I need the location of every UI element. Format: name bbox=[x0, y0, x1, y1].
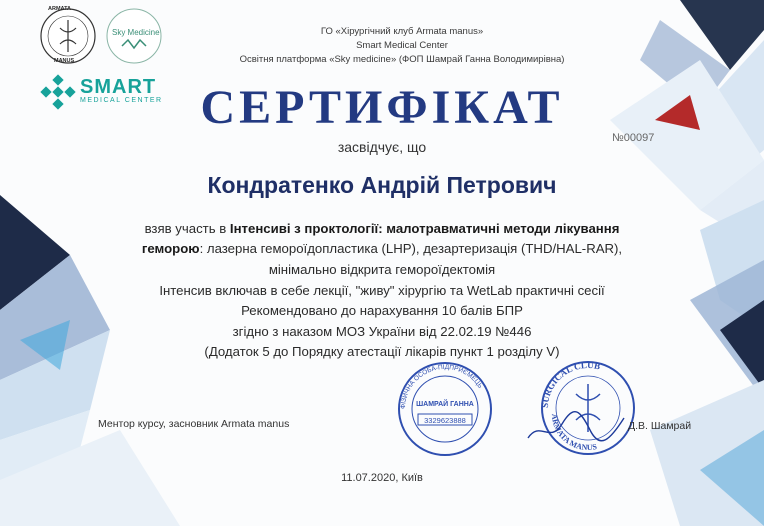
fop-stamp-center-text: ШАМРАЙ ГАННА bbox=[416, 401, 474, 408]
body-line-7: (Додаток 5 до Порядку атестації лікарів пункт 1 розділу V) bbox=[204, 344, 560, 359]
course-title-continued: геморою bbox=[141, 241, 200, 256]
body-line-2-rest: : лазерна гемороїдопластика (LHP), дезартеризація (THD/HAL-RAR), bbox=[199, 241, 623, 256]
surgical-club-stamp-top-text: SURGICAL CLUB bbox=[539, 359, 602, 409]
body-line-6: згідно з наказом МОЗ України від 22.02.19 №446 bbox=[232, 324, 532, 339]
recipient-name: Кондратенко Андрій Петрович bbox=[207, 172, 557, 198]
mentor-caption: Ментор курсу, засновник Armata manus bbox=[98, 418, 290, 430]
signer-name: Д.В. Шамрай bbox=[628, 420, 692, 432]
armata-manus-logo bbox=[38, 6, 98, 66]
surgical-club-stamp-bottom-text: ARMATA MANUS bbox=[549, 413, 598, 453]
issue-date-place: 11.07.2020, Київ bbox=[341, 472, 423, 484]
body-line-1-prefix: взяв участь в bbox=[144, 221, 230, 236]
handwritten-signature bbox=[520, 400, 630, 453]
body-line-2 bbox=[0, 241, 764, 256]
fop-stamp-code: 3329623888 bbox=[424, 416, 466, 425]
header-center: Smart Medical Center bbox=[356, 40, 448, 51]
sky-medicine-logo-text: Sky Medicine bbox=[112, 28, 160, 37]
body-line-3: мінімально відкрита гемороїдектомія bbox=[268, 262, 496, 277]
certificate-title: СЕРТИФІКАТ bbox=[200, 81, 564, 134]
certificate-number: №00097 bbox=[612, 132, 655, 144]
fop-stamp-ring-text: ФІЗИЧНА ОСОБА-ПІДПРИЄМЕЦЬ bbox=[399, 363, 484, 410]
header-platform: Освітня платформа «Sky medicine» (ФОП Шамрай Ганна Володимирівна) bbox=[239, 54, 565, 65]
body-line-5: Рекомендовано до нарахування 10 балів БПР bbox=[241, 303, 523, 318]
certificate-subtitle: засвідчує, що bbox=[337, 139, 427, 155]
fop-stamp bbox=[396, 360, 494, 458]
smart-logo-subtext: MEDICAL CENTER bbox=[80, 97, 163, 104]
armata-logo-top-text: ARMATA bbox=[48, 6, 72, 12]
smart-logo-text: SMART bbox=[80, 76, 157, 98]
armata-logo-bottom-text: MANUS bbox=[54, 58, 75, 64]
body-line-1 bbox=[0, 221, 764, 236]
course-title: Інтенсиві з проктології: малотравматичні методи лікування bbox=[229, 221, 620, 236]
header-organization: ГО «Хірургічний клуб Armata manus» bbox=[320, 26, 484, 37]
body-line-4: Інтенсив включав в себе лекції, "живу" хірургію та WetLab практичні сесії bbox=[159, 283, 605, 298]
